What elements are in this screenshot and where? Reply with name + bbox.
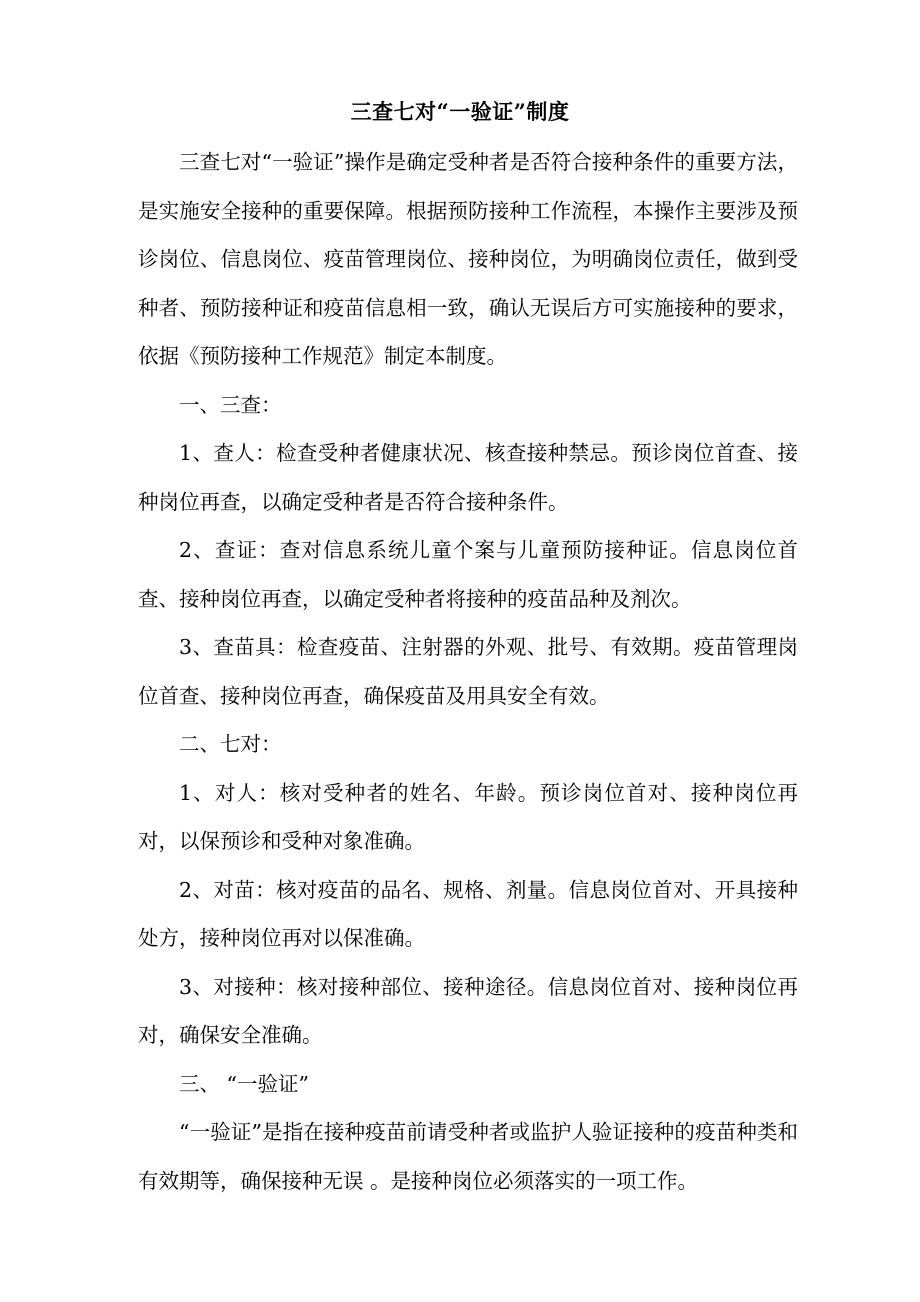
section-heading-seven-verifications: 二、七对：	[179, 732, 282, 756]
section-heading-three-checks: 一、三查：	[179, 392, 282, 417]
validation-paragraph: “一验证”是指在接种疫苗前请受种者或监护人验证接种的疫苗种类和有效期等，确保接种无误 。是接种岗位必须落实的一项工作。	[138, 1120, 798, 1193]
check-item-vaccine-tools: 3、查苗具：检查疫苗、注射器的外观、批号、有效期。疫苗管理岗位首查、接种岗位再查，确保疫苗及用具安全有效。	[138, 635, 798, 708]
verify-item-injection: 3、对接种：核对接种部位、接种途径。信息岗位首对、接种岗位再对，确保安全准确。	[138, 974, 798, 1047]
document-title: 三查七对“一验证”制度	[350, 99, 570, 124]
check-item-certificate: 2、查证：查对信息系统儿童个案与儿童预防接种证。信息岗位首查、接种岗位再查，以确定受种者将接种的疫苗品种及剂次。	[138, 538, 798, 611]
verify-item-person: 1、对人：核对受种者的姓名、年龄。预诊岗位首对、接种岗位再对，以保预诊和受种对象准确。	[138, 780, 798, 853]
document-body	[138, 138, 798, 1205]
check-item-person: 1、查人：检查受种者健康状况、核查接种禁忌。预诊岗位首查、接种岗位再查，以确定受种者是否符合接种条件。	[138, 441, 798, 514]
verify-item-vaccine: 2、对苗：核对疫苗的品名、规格、剂量。信息岗位首对、开具接种处方，接种岗位再对以保准确。	[138, 877, 798, 950]
intro-paragraph: 三查七对“一验证”操作是确定受种者是否符合接种条件的重要方法，是实施安全接种的重要保障。根据预防接种工作流程，本操作主要涉及预诊岗位、信息岗位、疫苗管理岗位、接种岗位，为明确岗位责任，做到受种者、预防接种证和疫苗信息相一致，确认无误后方可实施接种的要求，依据《预防接种工作规范》制定本制度。	[138, 150, 798, 368]
section-heading-one-validation: 三、 “一验证”	[179, 1071, 309, 1096]
